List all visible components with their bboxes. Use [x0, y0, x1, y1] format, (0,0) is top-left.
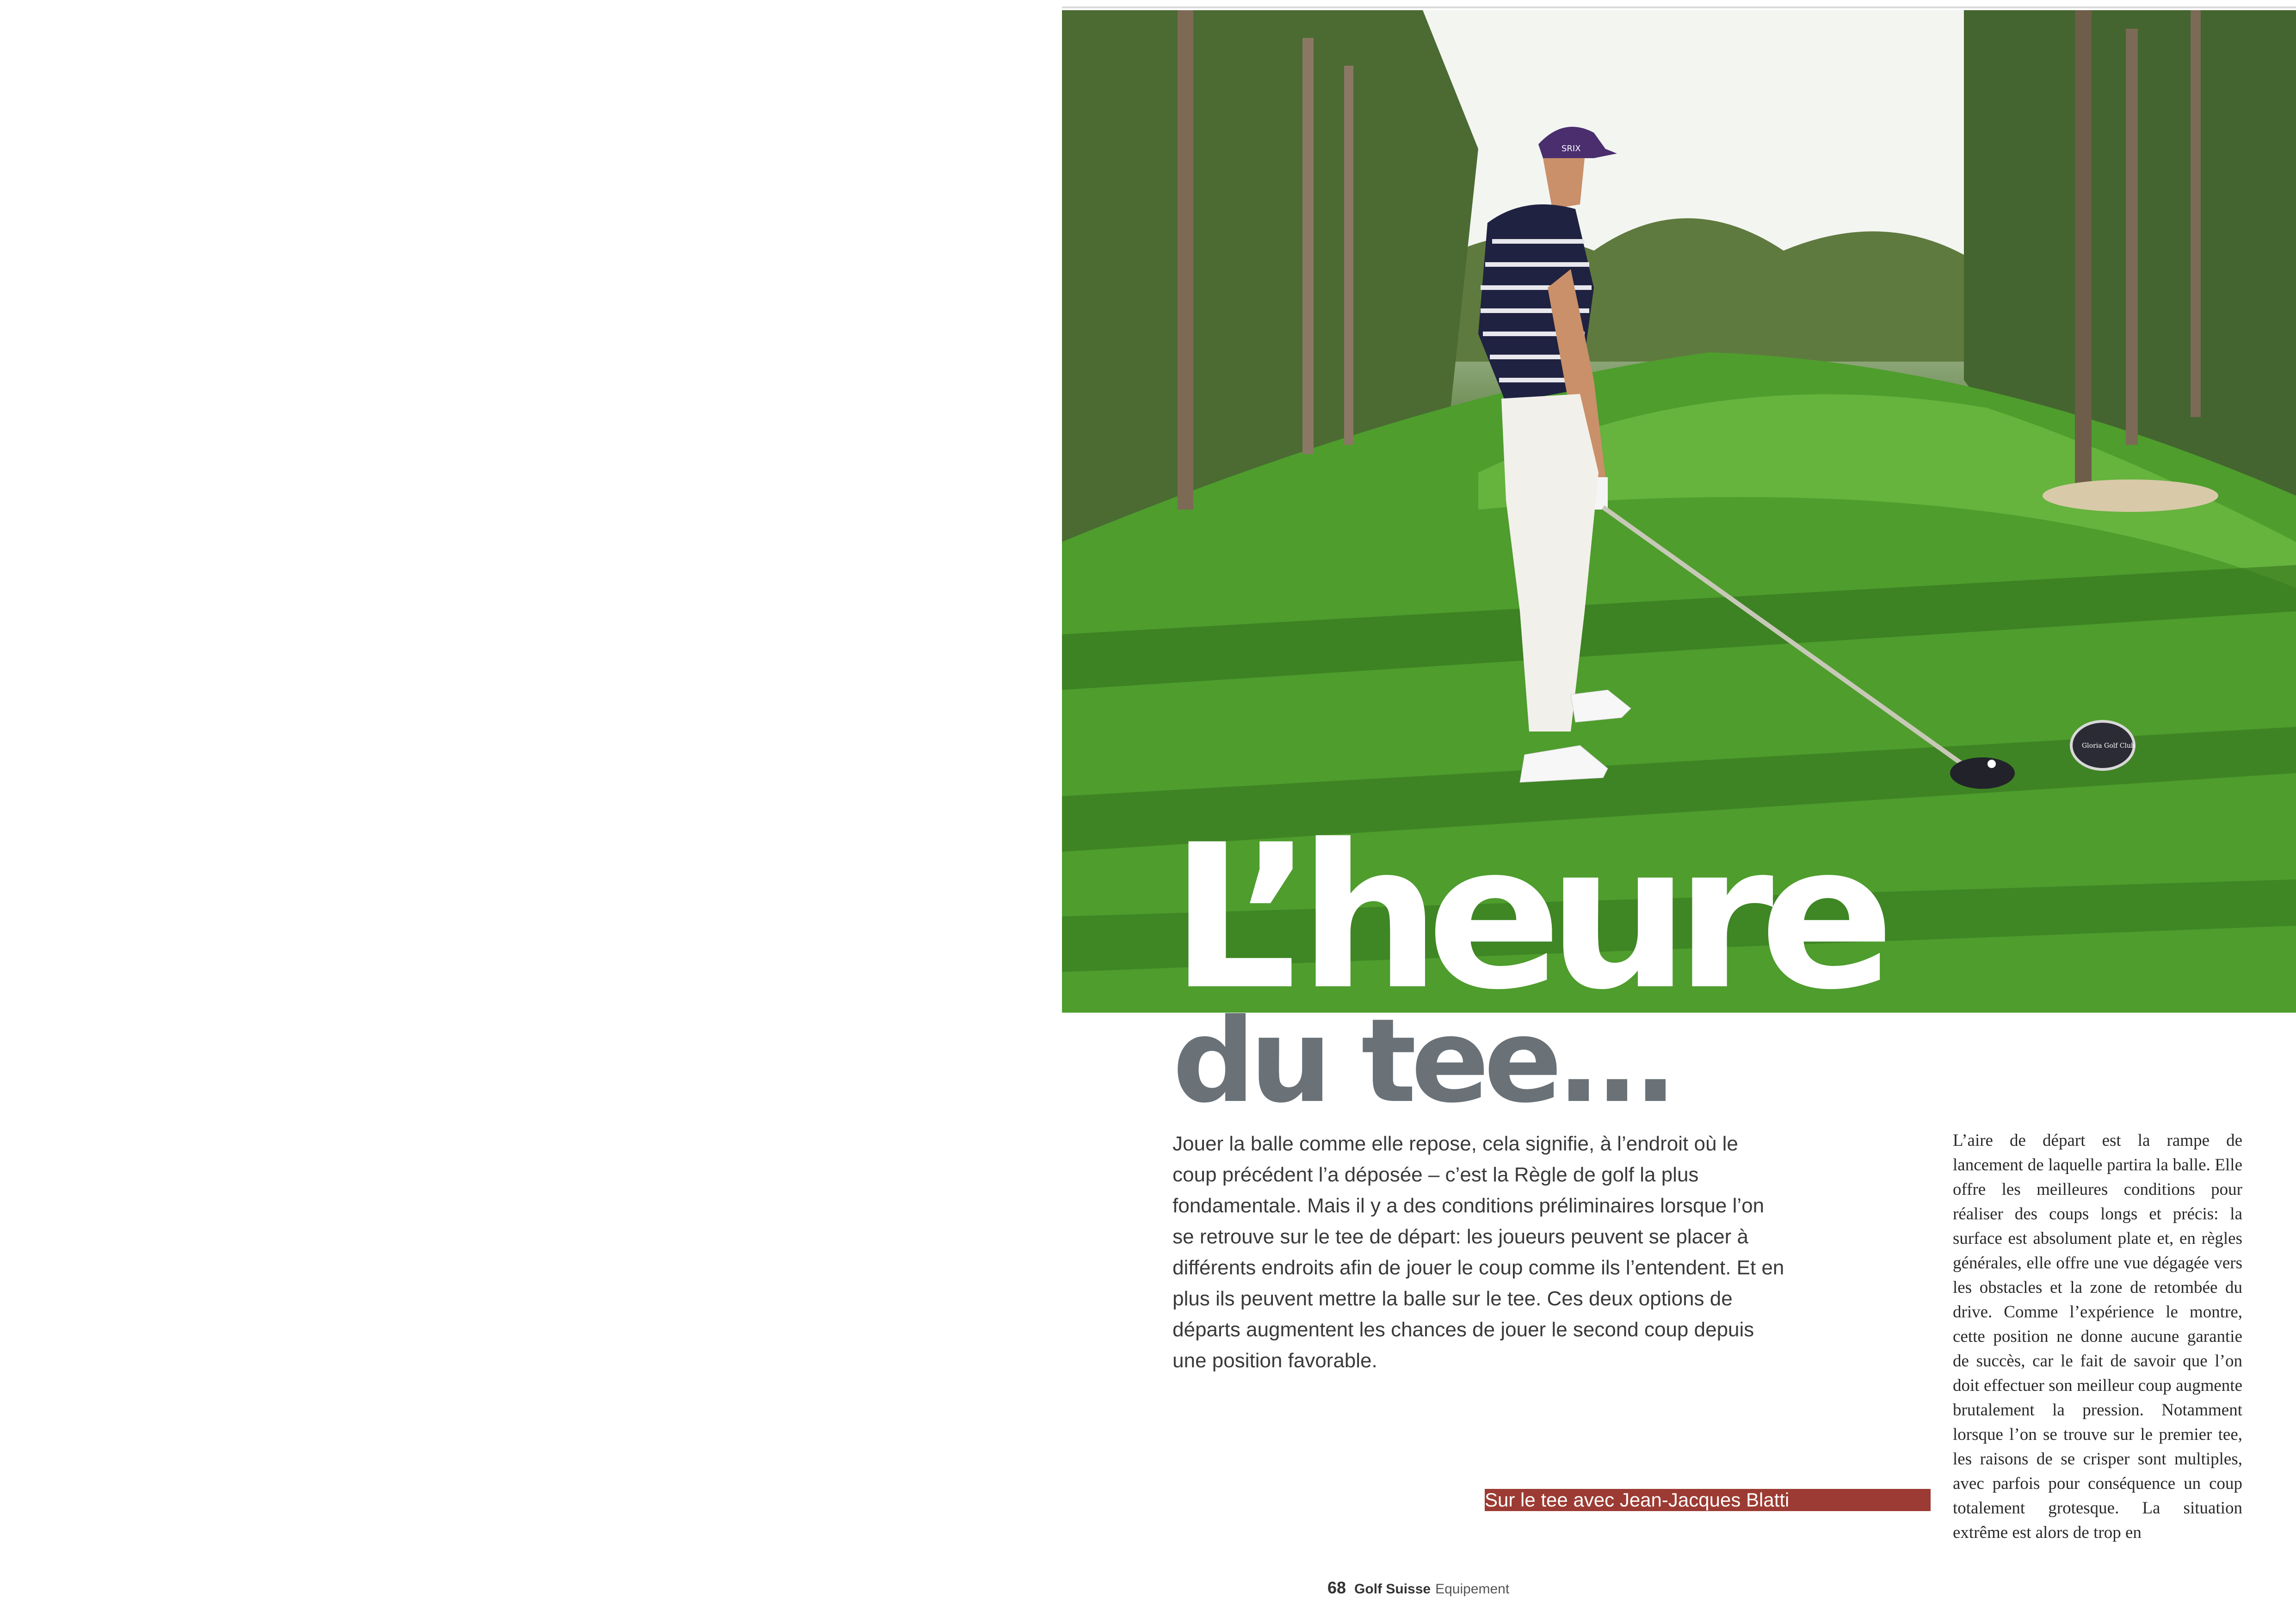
- byline-text: Sur le tee avec Jean-Jacques Blatti: [1485, 1489, 1790, 1511]
- page-number: 68: [1327, 1578, 1346, 1597]
- headline-line-1: L’heure: [1170, 802, 1881, 1033]
- magazine-name: Golf Suisse: [1354, 1581, 1431, 1597]
- lead-paragraph: Jouer la balle comme elle repose, cela signifie, à l’endroit où le coup précédent l’a déposée – c’est la Règle de golf la plus fondamentale. Mais il y a des conditions préliminaires lorsque l’on se retrouve sur le tee de départ: les joueurs peuvent se placer à différents endroits afin de jouer le coup comme ils l’entendent. Et en plus ils peuvent mettre la balle sur le tee. Ces deux options de départs augmentent les chances de jouer le second coup depuis une position favorable.: [1173, 1132, 1784, 1372]
- tee-marker: [2071, 721, 2135, 769]
- golf-ball: [1987, 760, 1996, 768]
- byline-bar: [1485, 1489, 1931, 1511]
- tree-trunk: [1178, 10, 1193, 510]
- folio: [1327, 1580, 1509, 1598]
- bunker: [2043, 480, 2218, 512]
- page-top-rule: [1062, 6, 2296, 8]
- tree-trunk: [2126, 29, 2138, 445]
- cap-logo: SRIX: [1562, 144, 1581, 154]
- section-name: Equipement: [1435, 1581, 1510, 1597]
- tree-trunk: [2191, 10, 2201, 417]
- tree-trunk: [1344, 66, 1353, 445]
- tree-trunk: [2075, 10, 2092, 496]
- driver-head: [1950, 757, 2015, 789]
- tree-trunk: [1302, 38, 1314, 454]
- body-column: L’aire de départ est la rampe de lancement de laquelle partira la balle. Elle offre les meilleures conditions pour réaliser des coups longs et précis: la surface est absolument plate et, en règles générales, elle offre une vue dégagée vers les obstacles et la zone de retombée du drive. Comme l’expérience le montre, cette position ne donne aucune garantie de succès, car le fait de savoir que l’on doit effectuer son meilleur coup augmente brutalement la pression. Notamment lorsque l’on se trouve sur le premier tee, les raisons de se crisper sont multiples, avec parfois pour conséquence un coup totalement grotesque. La situation extrême est alors de trop en: [1953, 1131, 2242, 1542]
- tee-marker-label: Gloria Golf Club: [2082, 742, 2135, 750]
- headline-line-2: du tee...: [1173, 994, 1672, 1128]
